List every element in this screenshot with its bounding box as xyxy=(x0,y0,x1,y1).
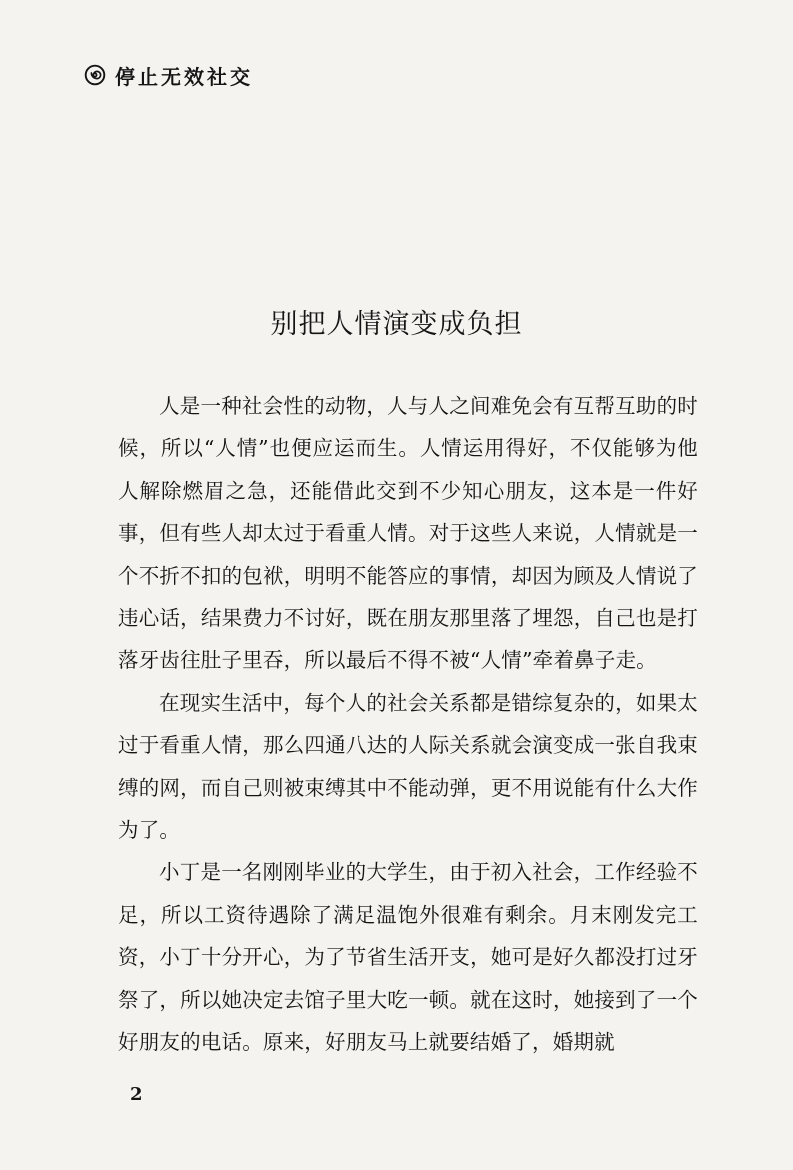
page-number: 2 xyxy=(130,1084,143,1105)
running-header xyxy=(84,60,253,90)
paragraph-2: 在现实生活中，每个人的社会关系都是错综复杂的，如果太过于看重人情，那么四通八达的人际关系就会演变成一张自我束缚的网，而自己则被束缚其中不能动弹，更不用说能有什么大作为了。 xyxy=(118,690,698,843)
paragraph-3: 小丁是一名刚刚毕业的大学生，由于初入社会，工作经验不足，所以工资待遇除了满足温饱外很难有剩余。月末刚发完工资，小丁十分开心，为了节省生活开支，她可是好久都没打过牙祭了，所以她决定去馆子里大吃一顿。就在这时，她接到了一个好朋友的电话。原来，好朋友马上就要结婚了，婚期就 xyxy=(118,860,698,1055)
spiral-icon xyxy=(84,64,106,86)
chapter-title: 别把人情演变成负担 xyxy=(270,309,523,340)
header-title: 停止无效社交 xyxy=(115,64,253,89)
body-text xyxy=(118,385,698,1064)
paragraph-1: 人是一种社会性的动物，人与人之间难免会有互帮互助的时候，所以“人情”也便应运而生。人情运用得好，不仅能够为他人解除燃眉之急，还能借此交到不少知心朋友，这本是一件好事，但有些人却太过于看重人情。对于这些人来说，人情就是一个不折不扣的包袱，明明不能答应的事情，却因为顾及人情说了违心话，结果费力不讨好，既在朋友那里落了埋怨，自己也是打落牙齿往肚子里吞，所以最后不得不被“人情”牵着鼻子走。 xyxy=(118,394,698,673)
